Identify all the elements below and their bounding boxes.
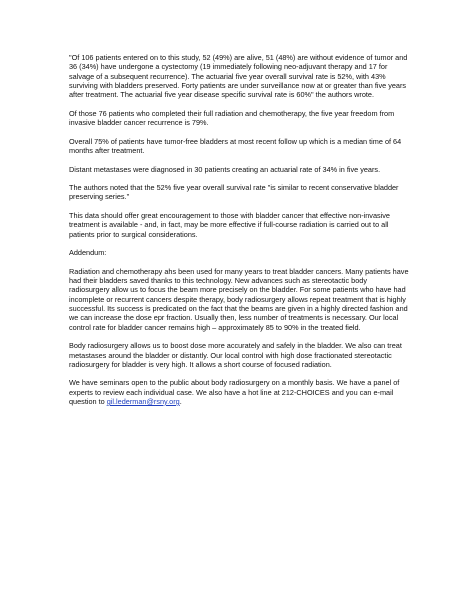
encouragement-paragraph: This data should offer great encouragement to those with bladder cancer that effective non-invasive treatment is available - and, in fact, may be more effective if full-course radiation is carried out to all patients prior to surgical considerations. bbox=[69, 211, 390, 239]
addendum-paragraph-radiosurgery: Body radiosurgery allows us to boost dose more accurately and safely in the bladder. We also can treat metastases around the bladder or distantly. Our local control with high dose fractionated stereotactic radiosurgery for bladder is very high. It allows a short course of focused radiation. bbox=[69, 341, 402, 369]
authors-note-paragraph: The authors noted that the 52% five year overall survival rate "is similar to recent conservative bladder preserving series." bbox=[69, 183, 399, 202]
metastases-paragraph: Distant metastases were diagnosed in 30 patients creating an actuarial rate of 34% in five years. bbox=[69, 164, 381, 174]
study-results-paragraph: "Of 106 patients entered on to this study, 52 (49%) are alive, 51 (48%) are without evidence of tumor and 36 (34%) have undergone a cystectomy (19 immediately following neo-adjuvant therapy and 17 for salvage of a subsequent recurrence). The actuarial five year overall survival rate is 52%, with 43% surviving with bladders preserved. Forty patients are under surveillance now at or greater than five years after treatment. The actuarial five year disease specific survival rate is 60%" the authors wrote. bbox=[69, 53, 408, 100]
addendum-heading: Addendum: bbox=[69, 248, 107, 258]
email-link[interactable]: gil.lederman@rsny.org bbox=[106, 396, 180, 406]
tumor-free-paragraph: Overall 75% of patients have tumor-free bladders at most recent follow up which is a median time of 64 months after treatment. bbox=[69, 136, 402, 155]
completed-treatment-paragraph: Of those 76 patients who completed their full radiation and chemotherapy, the five year freedom from invasive bladder cancer recurrence is 79%. bbox=[69, 108, 395, 128]
closing-paragraph bbox=[69, 378, 409, 406]
closing-period: . bbox=[179, 396, 182, 406]
document-body bbox=[69, 53, 409, 416]
addendum-paragraph-radiation: Radiation and chemotherapy ahs been used for many years to treat bladder cancers. Many patients have had their bladders saved thanks to this technology. New advances such as stereotactic body radiosurgery allow us to focus the beam more precisely on the bladder. For some patients who have had incomplete or recurrent cancers despite therapy, body radiosurgery allows repeat treatment that is highly successful. Its success is predicated on the fact that the beams are given in a highly directed fashion and we can increase the dose epr fraction. Usually then, less number of treatments is necessary. Our local control rate for bladder cancer remains high – approximately 85 to 90% in the treated field. bbox=[69, 266, 409, 332]
closing-text: We have seminars open to the public about body radiosurgery on a monthly basis. We have a panel of experts to review each individual case. We also have a hot line at 212-CHOICES and you can e-mail question to bbox=[69, 378, 400, 406]
